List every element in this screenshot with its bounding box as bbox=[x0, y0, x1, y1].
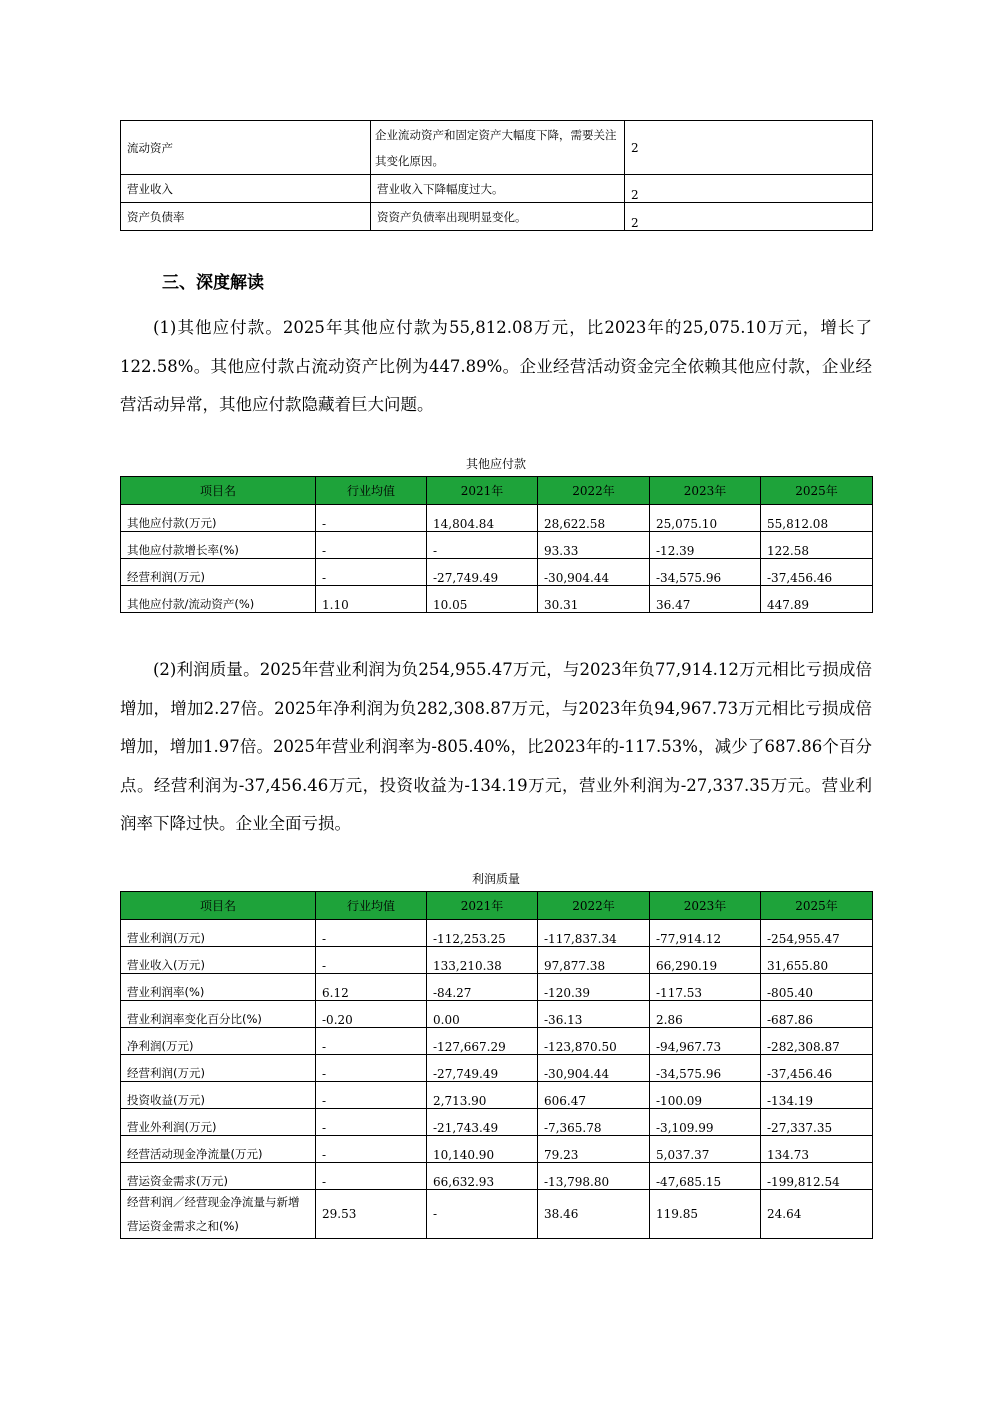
table-row bbox=[121, 1136, 873, 1163]
row-label-cell: 其他应付款/流动资产(%) bbox=[121, 586, 316, 613]
table-cell: -120.39 bbox=[538, 974, 650, 1001]
table-cell: -34,575.96 bbox=[650, 559, 761, 586]
table-cell: -134.19 bbox=[761, 1082, 873, 1109]
table-cell: - bbox=[316, 1136, 427, 1163]
table-cell: 66,632.93 bbox=[427, 1163, 538, 1190]
risk-desc: 企业流动资产和固定资产大幅度下降，需要关注其变化原因。 bbox=[371, 121, 625, 175]
table-cell: -3,109.99 bbox=[650, 1109, 761, 1136]
table-cell: -100.09 bbox=[650, 1082, 761, 1109]
risk-item: 流动资产 bbox=[121, 121, 371, 175]
table-cell: -27,749.49 bbox=[427, 1055, 538, 1082]
risk-level: 2 bbox=[625, 175, 873, 203]
table-cell: 2,713.90 bbox=[427, 1082, 538, 1109]
table-cell: -94,967.73 bbox=[650, 1028, 761, 1055]
table-cell: 606.47 bbox=[538, 1082, 650, 1109]
column-header: 2021年 bbox=[427, 477, 538, 505]
table-cell: 55,812.08 bbox=[761, 505, 873, 532]
row-label-cell: 营业利润(万元) bbox=[121, 920, 316, 947]
table-cell: 93.33 bbox=[538, 532, 650, 559]
column-header: 行业均值 bbox=[316, 477, 427, 505]
table-cell: 133,210.38 bbox=[427, 947, 538, 974]
row-label-cell: 净利润(万元) bbox=[121, 1028, 316, 1055]
risk-desc: 营业收入下降幅度过大。 bbox=[371, 175, 625, 203]
table-cell: -127,667.29 bbox=[427, 1028, 538, 1055]
risk-item: 营业收入 bbox=[121, 175, 371, 203]
row-label-cell: 经营利润／经营现金净流量与新增营运资金需求之和(%) bbox=[121, 1190, 316, 1239]
payables-table bbox=[120, 476, 873, 613]
table-cell: 1.10 bbox=[316, 586, 427, 613]
table-cell: 30.31 bbox=[538, 586, 650, 613]
column-header: 2021年 bbox=[427, 892, 538, 920]
paragraph-profit-quality: (2)利润质量。2025年营业利润为负254,955.47万元，与2023年负77,914.12万元相比亏损成倍增加，增加2.27倍。2025年净利润为负282,308.87万元，与2023年负94,967.73万元相比亏损成倍增加，增加1.97倍。2025年营业利润率为-805.40%，比2023年的-117.53%，减少了687.86个百分点。经营利润为-37,456.46万元，投资收益为-134.19万元，营业外利润为-27,337.35万元。营业利润率下降过快。企业全面亏损。 bbox=[120, 660, 872, 833]
column-header: 2025年 bbox=[761, 892, 873, 920]
row-label-cell: 营业外利润(万元) bbox=[121, 1109, 316, 1136]
table-cell: 119.85 bbox=[650, 1190, 761, 1239]
table-row bbox=[121, 559, 873, 586]
table-cell: 14,804.84 bbox=[427, 505, 538, 532]
table-cell: -7,365.78 bbox=[538, 1109, 650, 1136]
table-cell: -123,870.50 bbox=[538, 1028, 650, 1055]
table-cell: 2.86 bbox=[650, 1001, 761, 1028]
table-cell: -282,308.87 bbox=[761, 1028, 873, 1055]
table-cell: -84.27 bbox=[427, 974, 538, 1001]
column-header: 项目名 bbox=[121, 477, 316, 505]
table-cell: -117.53 bbox=[650, 974, 761, 1001]
row-label-cell: 其他应付款(万元) bbox=[121, 505, 316, 532]
table-cell: -27,749.49 bbox=[427, 559, 538, 586]
row-label-cell: 经营利润(万元) bbox=[121, 1055, 316, 1082]
table-cell: -47,685.15 bbox=[650, 1163, 761, 1190]
risk-desc: 资资产负债率出现明显变化。 bbox=[371, 203, 625, 231]
table-row bbox=[121, 1163, 873, 1190]
table-row bbox=[121, 586, 873, 613]
table-row bbox=[121, 121, 873, 175]
column-header: 2022年 bbox=[538, 892, 650, 920]
table-row bbox=[121, 1001, 873, 1028]
table-cell: - bbox=[316, 1109, 427, 1136]
table-cell: -77,914.12 bbox=[650, 920, 761, 947]
table-cell: 447.89 bbox=[761, 586, 873, 613]
table-cell: 38.46 bbox=[538, 1190, 650, 1239]
table-cell: 134.73 bbox=[761, 1136, 873, 1163]
table-row bbox=[121, 947, 873, 974]
table-cell: - bbox=[316, 1055, 427, 1082]
table-cell: -254,955.47 bbox=[761, 920, 873, 947]
table-row bbox=[121, 505, 873, 532]
table-row bbox=[121, 1055, 873, 1082]
table-cell: 97,877.38 bbox=[538, 947, 650, 974]
row-label-cell: 其他应付款增长率(%) bbox=[121, 532, 316, 559]
table-row bbox=[121, 1190, 873, 1239]
row-label-cell: 营运资金需求(万元) bbox=[121, 1163, 316, 1190]
table-cell: 79.23 bbox=[538, 1136, 650, 1163]
table-cell: - bbox=[316, 1082, 427, 1109]
row-label-cell: 经营活动现金净流量(万元) bbox=[121, 1136, 316, 1163]
row-label-cell: 营业利润率变化百分比(%) bbox=[121, 1001, 316, 1028]
table-cell: -34,575.96 bbox=[650, 1055, 761, 1082]
table-cell: -687.86 bbox=[761, 1001, 873, 1028]
table-cell: -21,743.49 bbox=[427, 1109, 538, 1136]
column-header: 项目名 bbox=[121, 892, 316, 920]
column-header: 2023年 bbox=[650, 477, 761, 505]
table-row bbox=[121, 1109, 873, 1136]
table-cell: - bbox=[316, 1028, 427, 1055]
table-cell: - bbox=[427, 532, 538, 559]
table-cell: -30,904.44 bbox=[538, 559, 650, 586]
table-cell: 28,622.58 bbox=[538, 505, 650, 532]
column-header: 2023年 bbox=[650, 892, 761, 920]
table-row bbox=[121, 203, 873, 231]
table-row bbox=[121, 1028, 873, 1055]
table-cell: 24.64 bbox=[761, 1190, 873, 1239]
row-label-cell: 投资收益(万元) bbox=[121, 1082, 316, 1109]
table-cell: -37,456.46 bbox=[761, 559, 873, 586]
table-cell: - bbox=[316, 505, 427, 532]
table-cell: 66,290.19 bbox=[650, 947, 761, 974]
table-cell: 0.00 bbox=[427, 1001, 538, 1028]
table-row bbox=[121, 1082, 873, 1109]
table-caption-payables: 其他应付款 bbox=[465, 457, 526, 471]
table-cell: - bbox=[316, 532, 427, 559]
table-cell: -199,812.54 bbox=[761, 1163, 873, 1190]
table-cell: -117,837.34 bbox=[538, 920, 650, 947]
table-cell: 36.47 bbox=[650, 586, 761, 613]
table-cell: - bbox=[316, 559, 427, 586]
table-cell: -805.40 bbox=[761, 974, 873, 1001]
table-cell: -36.13 bbox=[538, 1001, 650, 1028]
section-heading: 三、深度解读 bbox=[162, 273, 264, 293]
table-cell: -27,337.35 bbox=[761, 1109, 873, 1136]
table-cell: 10.05 bbox=[427, 586, 538, 613]
table-caption-profit: 利润质量 bbox=[471, 872, 520, 886]
row-label-cell: 经营利润(万元) bbox=[121, 559, 316, 586]
table-row bbox=[121, 920, 873, 947]
risk-level: 2 bbox=[625, 203, 873, 231]
table-cell: 29.53 bbox=[316, 1190, 427, 1239]
table-cell: -112,253.25 bbox=[427, 920, 538, 947]
paragraph-payables: (1)其他应付款。2025年其他应付款为55,812.08万元，比2023年的25,075.10万元，增长了122.58%。其他应付款占流动资产比例为447.89%。企业经营活动资金完全依赖其他应付款，企业经营活动异常，其他应付款隐藏着巨大问题。 bbox=[120, 318, 872, 414]
table-cell: 10,140.90 bbox=[427, 1136, 538, 1163]
table-cell: 5,037.37 bbox=[650, 1136, 761, 1163]
table-cell: 122.58 bbox=[761, 532, 873, 559]
table-cell: - bbox=[316, 947, 427, 974]
table-row bbox=[121, 175, 873, 203]
table-cell: - bbox=[316, 1163, 427, 1190]
risk-item: 资产负债率 bbox=[121, 203, 371, 231]
table-cell: 6.12 bbox=[316, 974, 427, 1001]
table-cell: 31,655.80 bbox=[761, 947, 873, 974]
table-cell: -30,904.44 bbox=[538, 1055, 650, 1082]
row-label-cell: 营业收入(万元) bbox=[121, 947, 316, 974]
risk-table bbox=[120, 120, 873, 231]
risk-level: 2 bbox=[625, 121, 873, 175]
profit-quality-table bbox=[120, 891, 873, 1239]
table-row bbox=[121, 974, 873, 1001]
column-header: 行业均值 bbox=[316, 892, 427, 920]
column-header: 2022年 bbox=[538, 477, 650, 505]
table-header-row bbox=[121, 892, 873, 920]
column-header: 2025年 bbox=[761, 477, 873, 505]
table-header-row bbox=[121, 477, 873, 505]
table-cell: -13,798.80 bbox=[538, 1163, 650, 1190]
table-cell: 25,075.10 bbox=[650, 505, 761, 532]
table-cell: - bbox=[427, 1190, 538, 1239]
row-label-cell: 营业利润率(%) bbox=[121, 974, 316, 1001]
table-cell: -37,456.46 bbox=[761, 1055, 873, 1082]
table-cell: - bbox=[316, 920, 427, 947]
table-cell: -0.20 bbox=[316, 1001, 427, 1028]
table-cell: -12.39 bbox=[650, 532, 761, 559]
table-row bbox=[121, 532, 873, 559]
